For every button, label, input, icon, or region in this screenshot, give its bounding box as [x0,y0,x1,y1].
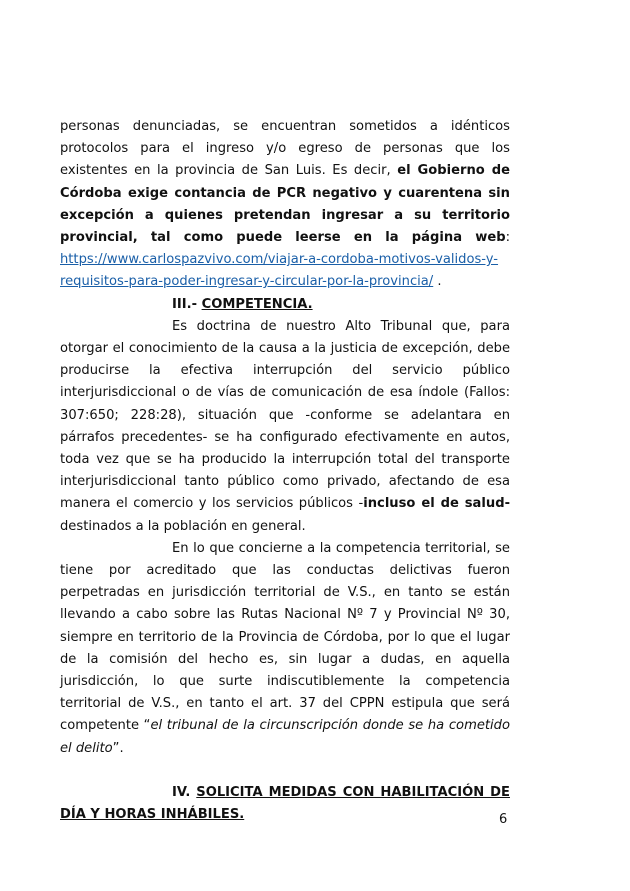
italic-quote: el tribunal de la circunscripción donde se ha cometido el delito [60,718,510,756]
heading-title: SOLICITA MEDIDAS CON HABILITACIÓN DE DÍA Y HORAS INHÁBILES. [60,784,510,823]
section-heading-competencia [60,294,510,316]
bold-phrase: incluso el de salud- [363,496,511,512]
paragraph-text: En lo que concierne a la competencia territorial, se tiene por acreditado que las conductas delictivas fueron perpetradas en jurisdicción territorial de V.S., en tanto se están llevando a cabo sobre las Rutas Nacional Nº 7 y Provincial Nº 30, siempre en territorio de la Provincia de Córdoba, por lo que el lugar de la comisión del hecho es, sin lugar a dudas, en aquella jurisdicción, lo que surte indiscutiblemente la competencia territorial de V.S., en tanto el art. 37 del CPPN estipula que será competente “ [60,540,510,734]
section-heading-medidas [60,782,510,826]
heading-number: III.- [172,296,202,312]
paragraph-protocols [60,116,510,294]
heading-title: COMPETENCIA. [201,296,313,312]
paragraph-text: Es doctrina de nuestro Alto Tribunal que, para otorgar el conocimiento de la causa a la justicia de excepción, debe producirse la efectiva interrupción del servicio público interjurisdiccional o de vías de comunicación de esa índole (Fallos: 307:650; 228:28), situación que -conforme se adelantara en párrafos precedentes- se ha configurado efectivamente en autos, toda vez que se ha producido la interrupción total del transporte interjurisdiccional tanto público como privado, afectando de esa manera el comercio y los servicios públicos - [60,318,510,512]
page-content [60,116,510,826]
page-number: 6 [499,812,508,827]
period-text: . [433,274,442,290]
paragraph-text: personas denunciadas, se encuentran sometidos a idénticos protocolos para el ingreso y/o egreso de personas que los existentes en la provincia de San Luis. Es decir, [60,119,510,179]
bold-statement: el Gobierno de Córdoba exige contancia de PCR negativo y cuarentena sin excepción a quienes pretendan ingresar a su territorio provincial, tal como puede leerse en la página web [60,163,510,246]
paragraph-doctrine [60,316,510,538]
paragraph-text-end: ”. [112,740,124,756]
paragraph-text-end: destinados a la población en general. [60,518,306,534]
heading-number: IV. [172,784,197,800]
paragraph-territorial [60,538,510,760]
colon-text: : [505,230,510,246]
source-link[interactable]: https://www.carlospazvivo.com/viajar-a-cordoba-motivos-validos-y-requisitos-para-poder-ingresar-y-circular-por-la-provincia/ [60,252,499,290]
